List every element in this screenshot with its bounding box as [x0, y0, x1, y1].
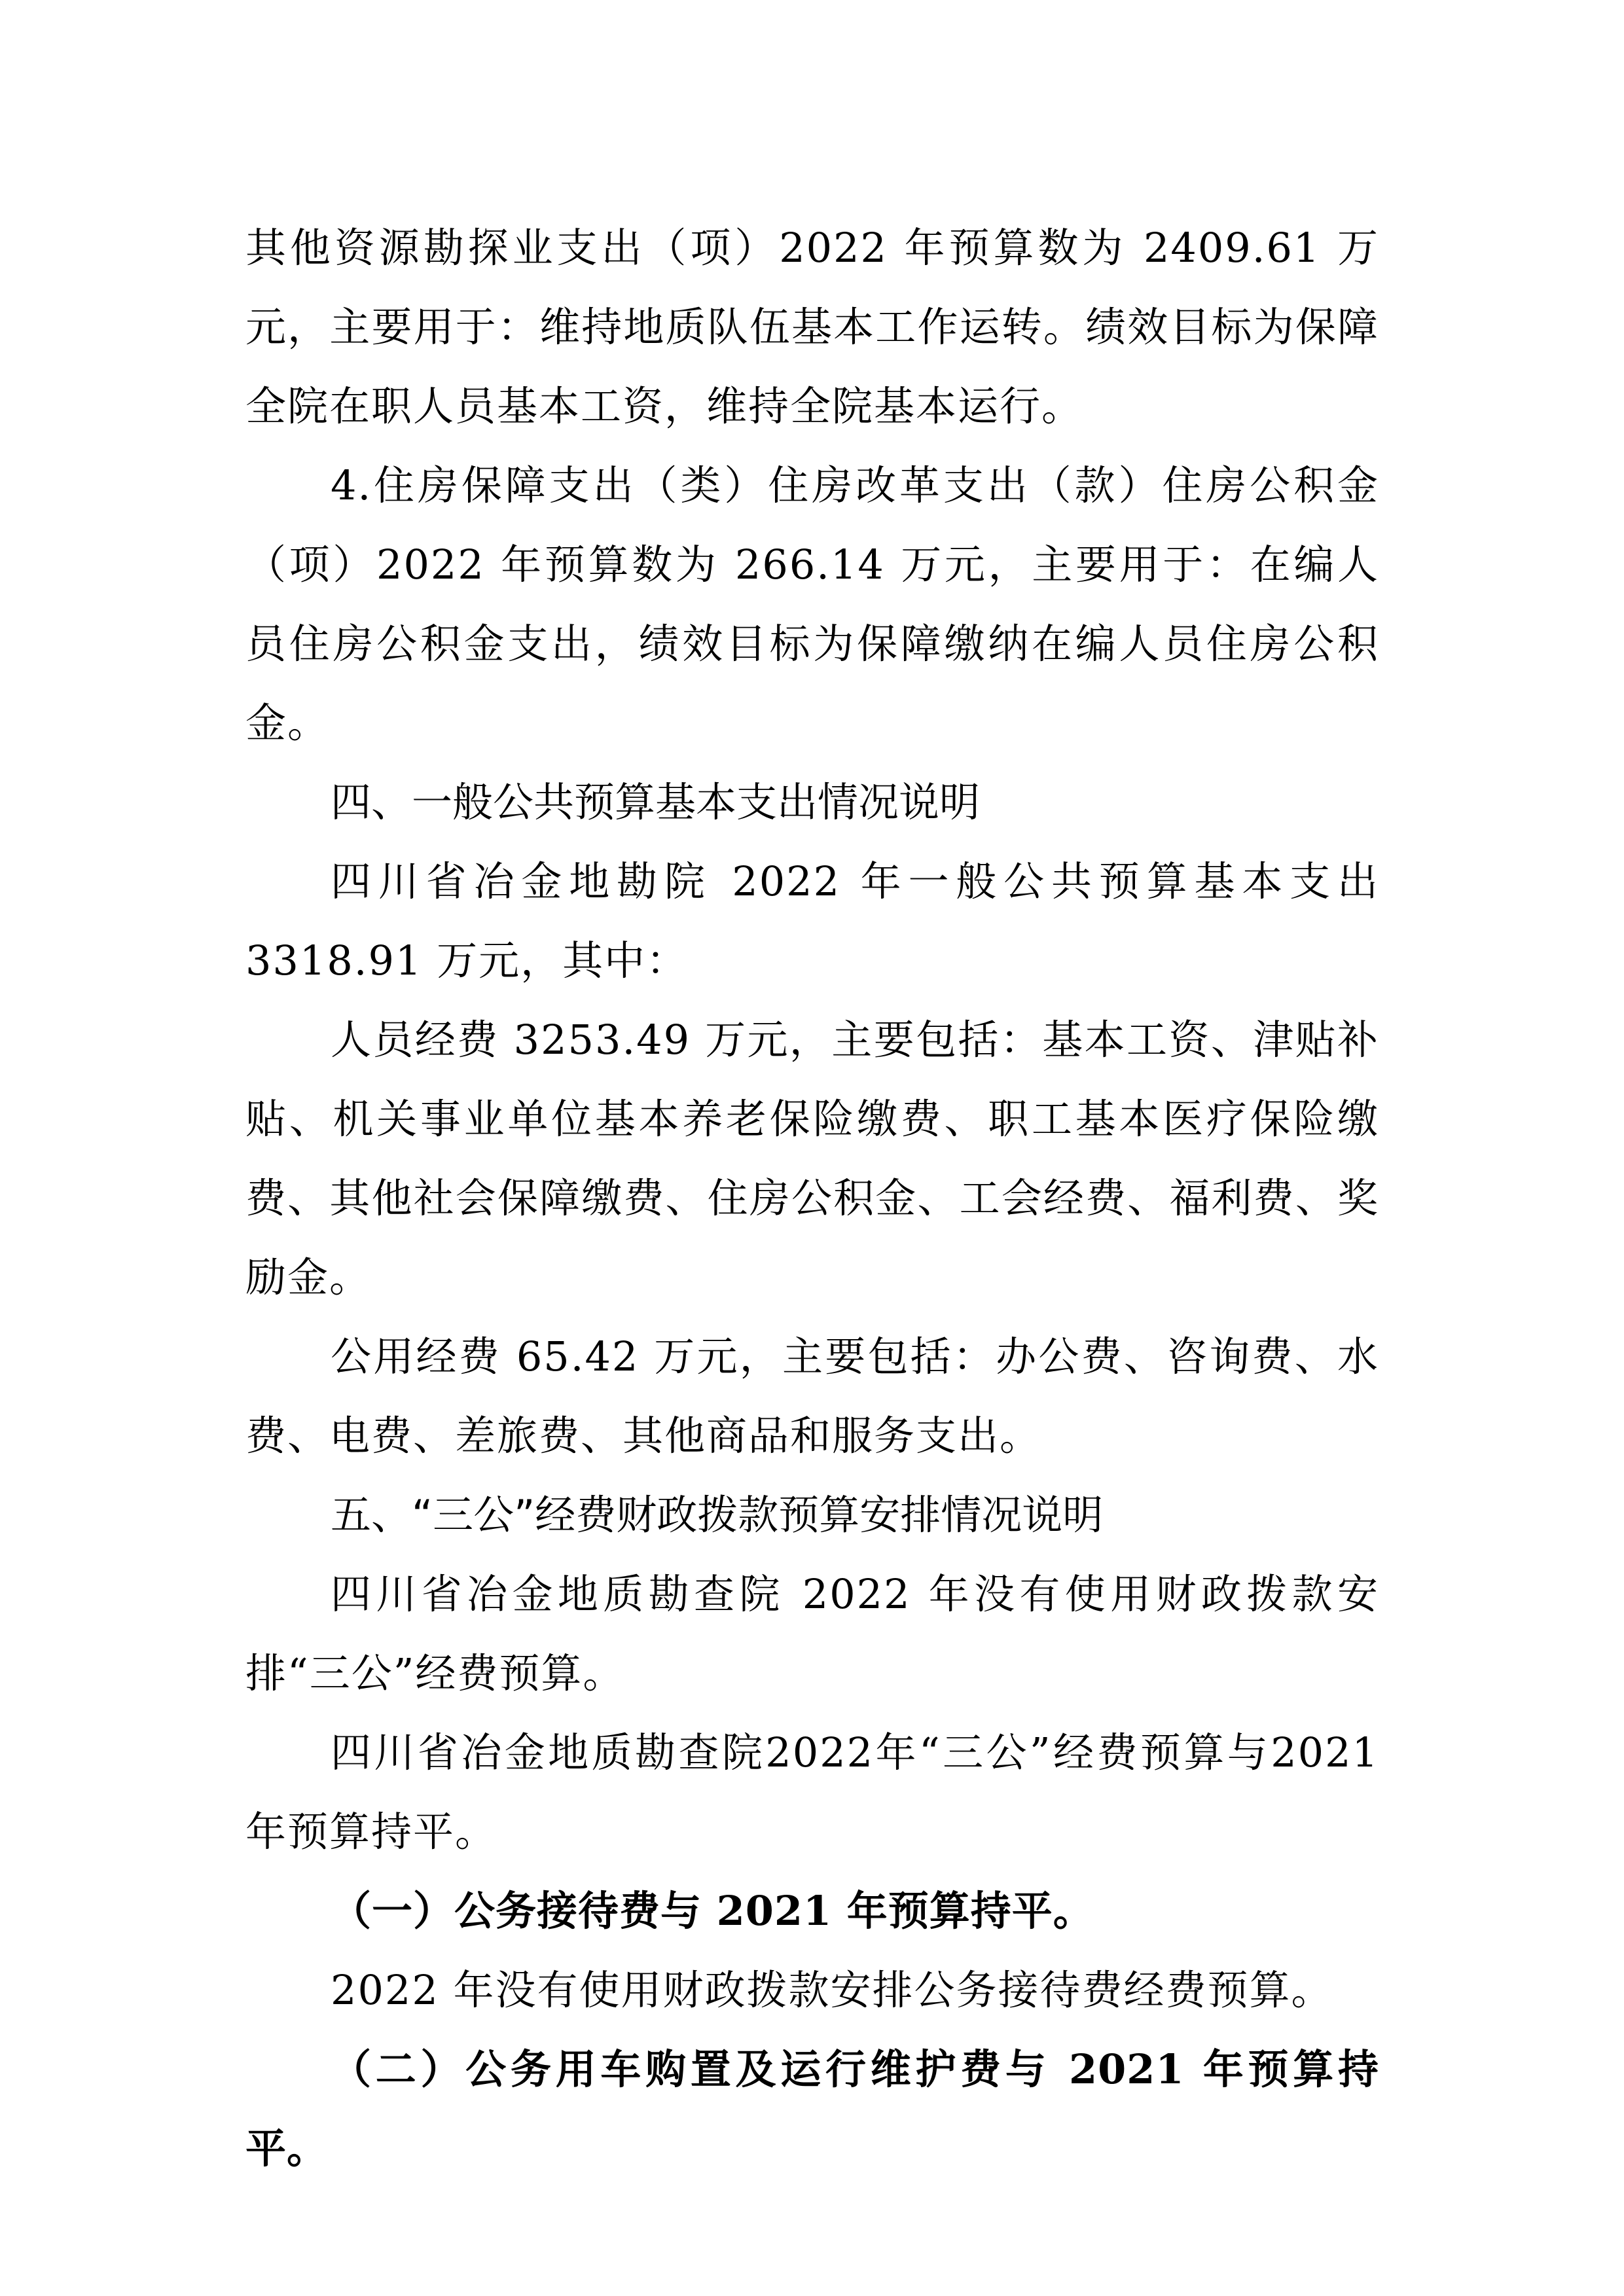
document-page: [245, 208, 1379, 2188]
paragraph-no-three-public-budget: 四川省冶金地质勘查院 2022 年没有使用财政拨款安排“三公”经费预算。: [245, 1570, 1379, 1697]
paragraph-three-public-flat: 四川省冶金地质勘查院2022年“三公”经费预算与2021年预算持平。: [245, 1729, 1379, 1856]
paragraph-no-reception-budget: 2022 年没有使用财政拨款安排公务接待费经费预算。: [331, 1966, 1333, 2014]
paragraph-other-resource-exploration: 其他资源勘探业支出（项）2022 年预算数为 2409.61 万元，主要用于：维持地质队伍基本工作运转。绩效目标为保障全院在职人员基本工资，维持全院基本运行。: [245, 224, 1379, 430]
paragraph-public-expenses: 公用经费 65.42 万元，主要包括：办公费、咨询费、水费、电费、差旅费、其他商品和服务支出。: [245, 1333, 1379, 1460]
paragraph-basic-expenditure-total: 四川省冶金地勘院 2022 年一般公共预算基本支出3318.91 万元，其中：: [245, 857, 1379, 984]
subheading-vehicle-expenses: （二）公务用车购置及运行维护费与 2021 年预算持平。: [245, 2045, 1379, 2172]
paragraph-personnel-expenses: 人员经费 3253.49 万元，主要包括：基本工资、津贴补贴、机关事业单位基本养老保险缴费、职工基本医疗保险缴费、其他社会保障缴费、住房公积金、工会经费、福利费、奖励金。: [245, 1016, 1379, 1301]
paragraph-housing-fund: 4.住房保障支出（类）住房改革支出（款）住房公积金（项）2022 年预算数为 266.14 万元，主要用于：在编人员住房公积金支出，绩效目标为保障缴纳在编人员住房公积金。: [245, 461, 1379, 747]
section-heading-basic-expenditure: 四、一般公共预算基本支出情况说明: [331, 778, 981, 826]
section-heading-three-public-expenses: 五、“三公”经费财政拨款预算安排情况说明: [331, 1491, 1104, 1539]
subheading-reception-expenses: （一）公务接待费与 2021 年预算持平。: [331, 1887, 1094, 1935]
